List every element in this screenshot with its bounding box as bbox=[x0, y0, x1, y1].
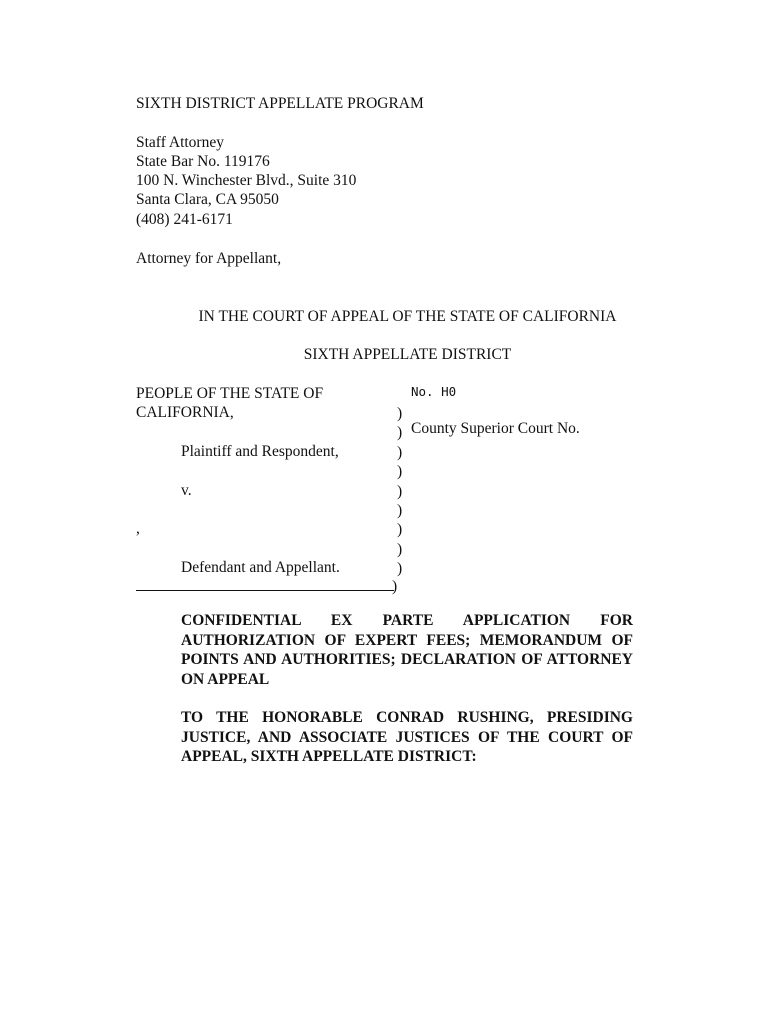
court-name: IN THE COURT OF APPEAL OF THE STATE OF CALIFORNIA bbox=[198, 308, 617, 325]
program-name: SIXTH DISTRICT APPELLATE PROGRAM bbox=[136, 95, 424, 112]
plaintiff-name-line1: PEOPLE OF THE STATE OF bbox=[136, 385, 324, 402]
plaintiff-role: Plaintiff and Respondent, bbox=[181, 443, 339, 460]
case-number: No. H0 bbox=[411, 384, 457, 399]
attorney-title: Staff Attorney bbox=[136, 134, 224, 151]
caption-paren: ) bbox=[397, 444, 403, 461]
caption-rule bbox=[136, 590, 394, 591]
street-address: 100 N. Winchester Blvd., Suite 310 bbox=[136, 172, 357, 189]
caption-paren: ) bbox=[397, 405, 403, 422]
state-bar-number: State Bar No. 119176 bbox=[136, 153, 270, 170]
appellate-district: SIXTH APPELLATE DISTRICT bbox=[303, 346, 512, 363]
document-title-text: CONFIDENTIAL EX PARTE APPLICATION FOR AUTHORIZATION OF EXPERT FEES; MEMORANDUM OF POINTS AND AUTHORITIES; DECLARATION OF ATTORNEY ON APPEAL bbox=[181, 612, 633, 688]
city-state-zip: Santa Clara, CA 95050 bbox=[136, 191, 279, 208]
caption-paren: ) bbox=[397, 541, 403, 558]
caption-paren: ) bbox=[397, 463, 403, 480]
plaintiff-name-line2: CALIFORNIA, bbox=[136, 404, 234, 421]
caption-paren: ) bbox=[397, 483, 403, 500]
phone-number: (408) 241-6171 bbox=[136, 211, 233, 228]
superior-court-number: County Superior Court No. bbox=[411, 420, 580, 437]
attorney-for: Attorney for Appellant, bbox=[136, 250, 282, 267]
defendant-role: Defendant and Appellant. bbox=[181, 559, 340, 576]
caption-paren: ) bbox=[397, 521, 403, 538]
caption-paren: ) bbox=[397, 502, 403, 519]
caption-paren: ) bbox=[397, 424, 403, 441]
salutation bbox=[181, 708, 633, 767]
versus: v. bbox=[181, 482, 192, 499]
caption-paren: ) bbox=[397, 560, 403, 577]
caption-paren: ) bbox=[392, 578, 398, 595]
document-title bbox=[181, 611, 633, 689]
salutation-text: TO THE HONORABLE CONRAD RUSHING, PRESIDING JUSTICE, AND ASSOCIATE JUSTICES OF THE COURT OF APPEAL, SIXTH APPELLATE DISTRICT: bbox=[181, 709, 633, 765]
defendant-name: , bbox=[136, 520, 140, 537]
